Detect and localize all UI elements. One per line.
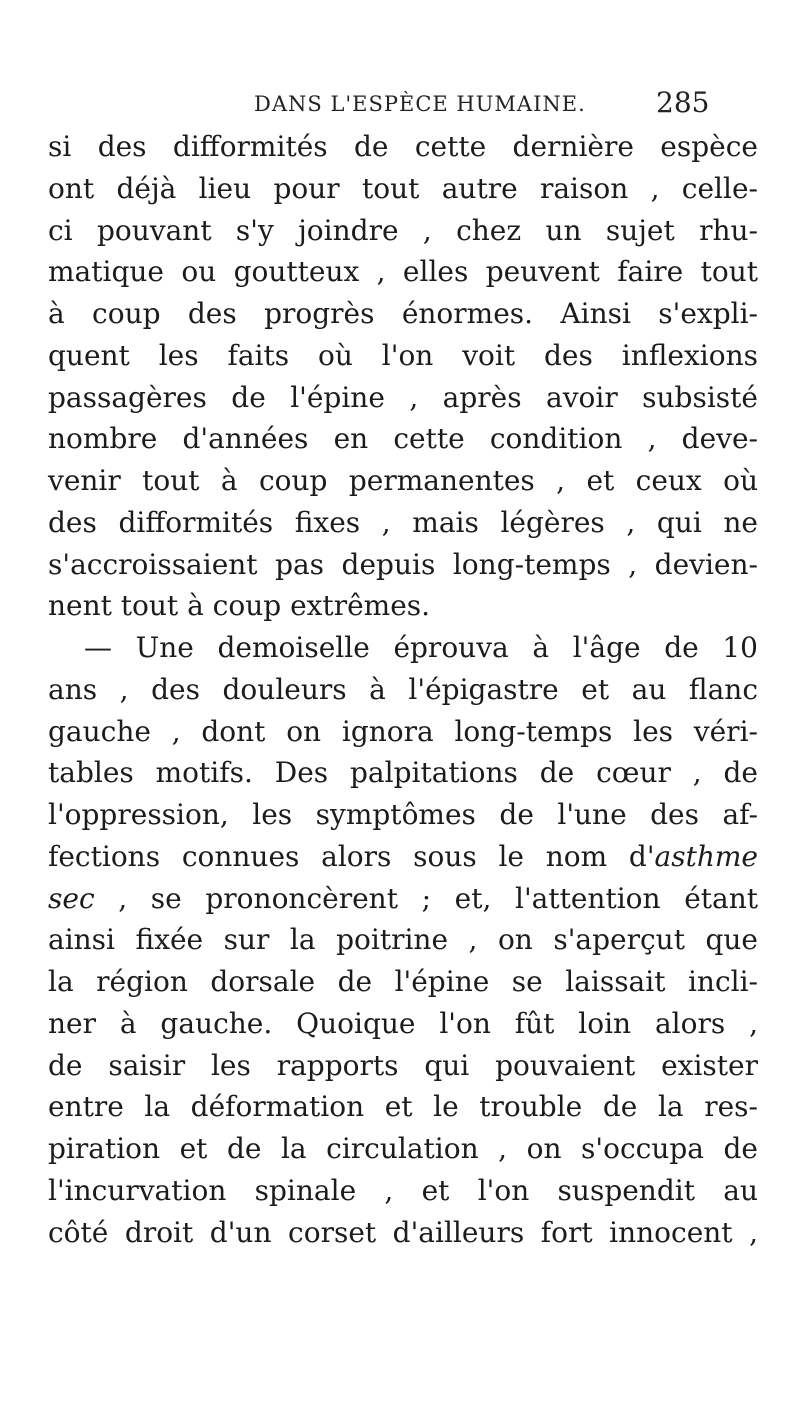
text-line: quent les faits où l'on voit des inflexions xyxy=(48,338,758,372)
text-line: s'accroissaient pas depuis long-temps , devien- xyxy=(48,547,758,581)
text-line-italic-term xyxy=(48,878,758,920)
text-fragment: fections connues alors sous le nom d' xyxy=(48,839,655,873)
text-line: la région dorsale de l'épine se laissait incli- xyxy=(48,965,758,998)
text-line: côté droit d'un corset d'ailleurs fort innocent , xyxy=(48,1215,758,1249)
text-line: de saisir les rapports qui pouvaient exister xyxy=(48,1048,758,1082)
italic-term: asthme xyxy=(654,839,758,873)
paragraph-start-line: — Une demoiselle éprouva à l'âge de 10 xyxy=(84,631,758,664)
text-line: entre la déformation et le trouble de la res- xyxy=(48,1090,758,1124)
text-line: passagères de l'épine , après avoir subsisté xyxy=(48,380,758,414)
running-title: DANS L'ESPÈCE HUMAINE. xyxy=(254,92,586,116)
text-line: ci pouvant s'y joindre , chez un sujet rhu- xyxy=(48,213,758,247)
text-line: tables motifs. Des palpitations de cœur , de xyxy=(48,756,758,790)
text-line: nent tout à coup extrêmes. xyxy=(48,589,431,623)
body-text xyxy=(48,126,758,1253)
text-line: matique ou goutteux , elles peuvent faire tout xyxy=(48,255,758,289)
text-line: piration et de la circulation , on s'occupa de xyxy=(48,1132,758,1165)
text-line: l'oppression, les symptômes de l'une des af- xyxy=(48,798,758,831)
text-line: ont déjà lieu pour tout autre raison , celle- xyxy=(48,171,758,205)
text-line-italic-term xyxy=(48,836,758,878)
text-line: gauche , dont on ignora long-temps les véri- xyxy=(48,714,758,748)
text-fragment: , se prononcèrent ; et, l'attention étant xyxy=(94,881,758,915)
text-line: si des difformités de cette dernière espèce xyxy=(48,130,758,163)
text-line: ner à gauche. Quoique l'on fût loin alors , xyxy=(48,1006,758,1040)
text-line: ans , des douleurs à l'épigastre et au flanc xyxy=(48,672,758,706)
text-line: l'incurvation spinale , et l'on suspendit au xyxy=(48,1173,758,1207)
text-line: des difformités fixes , mais légères , qui ne xyxy=(48,505,758,539)
text-line: venir tout à coup permanentes , et ceux où xyxy=(48,464,758,497)
italic-term: sec xyxy=(48,881,95,915)
page-number: 285 xyxy=(656,86,710,119)
running-head xyxy=(0,86,800,122)
text-line: à coup des progrès énormes. Ainsi s'expli- xyxy=(48,297,758,330)
text-line: ainsi fixée sur la poitrine , on s'aperçut que xyxy=(48,923,758,957)
text-line: nombre d'années en cette condition , deve- xyxy=(48,422,758,456)
